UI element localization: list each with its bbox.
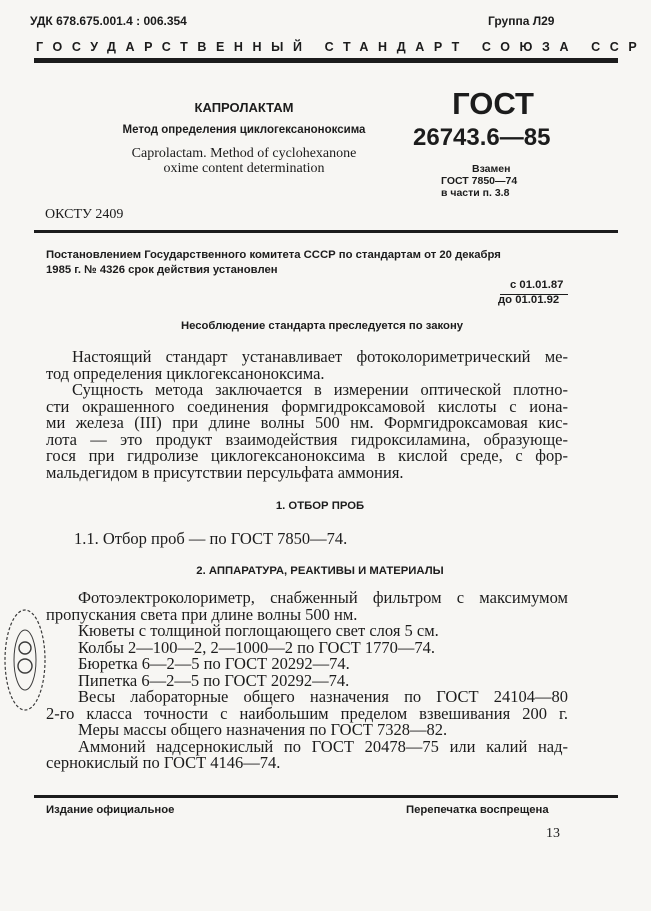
document-title: КАПРОЛАКТАМ: [194, 100, 294, 115]
apparatus-line: Весы лабораторные общего назначения по ГОСТ 24104—80: [78, 687, 568, 706]
official-edition: Издание официальное: [46, 804, 175, 816]
apparatus-line: Меры массы общего назначения по ГОСТ 7328—82.: [78, 720, 448, 739]
udk-code: УДК 678.675.001.4 : 006.354: [30, 14, 187, 28]
header-rule: [34, 58, 618, 63]
decree-line1: Постановлением Государственного комитета СССР по стандартам от 20 декабря: [46, 249, 501, 261]
english-title-line2: oxime content determination: [163, 161, 325, 176]
group-code: Группа Л29: [488, 14, 555, 28]
state-standard-banner: ГОСУДАРСТВЕННЫЙ СТАНДАРТ СОЮЗА ССР: [36, 40, 647, 54]
footer-rule: [34, 795, 618, 798]
replaces-label: Взамен: [472, 163, 511, 175]
sampling-item: 1.1. Отбор проб — по ГОСТ 7850—74.: [74, 529, 348, 548]
gost-label: ГОСТ: [452, 86, 534, 121]
decree-line2: 1985 г. № 4326 срок действия установлен: [46, 264, 278, 276]
apparatus-line: Колбы 2—100—2, 2—1000—2 по ГОСТ 1770—74.: [78, 638, 435, 657]
intro-line: Настоящий стандарт устанавливает фотоколориметрический ме-: [72, 347, 568, 366]
section-heading-apparatus: 2. АППАРАТУРА, РЕАКТИВЫ И МАТЕРИАЛЫ: [196, 565, 444, 577]
replaces-part: в части п. 3.8: [441, 187, 510, 199]
intro-line: сти окрашенного соединения формгидроксамовой кислоты с иона-: [46, 397, 568, 416]
intro-line: гося при гидролизе циклогексаноноксима в кислой среде, с фор-: [46, 446, 568, 465]
page-number: 13: [546, 826, 560, 841]
apparatus-line: 2-го класса точности с наибольшим пределом взвешивания 200 г.: [46, 704, 568, 723]
apparatus-line: Фотоэлектроколориметр, снабженный фильтром с максимумом: [78, 588, 568, 607]
apparatus-line: сернокислый по ГОСТ 4146—74.: [46, 753, 281, 772]
okstu-code: ОКСТУ 2409: [45, 207, 124, 222]
apparatus-line: Пипетка 6—2—5 по ГОСТ 20292—74.: [78, 671, 350, 690]
intro-line: тод определения циклогексаноноксима.: [46, 364, 325, 383]
intro-line: лота — это продукт взаимодействия гидроксиламина, образующе-: [46, 430, 568, 449]
title-rule: [34, 230, 618, 233]
apparatus-line: Бюретка 6—2—5 по ГОСТ 20292—74.: [78, 654, 350, 673]
intro-line: мальдегидом в присутствии персульфата аммония.: [46, 463, 404, 482]
intro-line: Сущность метода заключается в измерении оптической плотно-: [72, 380, 568, 399]
reprint-prohibited: Перепечатка воспрещена: [406, 804, 549, 816]
library-stamp-icon: [2, 606, 48, 714]
section-heading-sampling: 1. ОТБОР ПРОБ: [275, 500, 365, 512]
document-subtitle: Метод определения циклогексаноноксима: [122, 124, 366, 136]
compliance-warning: Несоблюдение стандарта преследуется по закону: [180, 320, 464, 332]
apparatus-line: Кюветы с толщиной поглощающего свет слоя 5 см.: [78, 621, 439, 640]
apparatus-line: пропускания света при длине волны 500 нм.: [46, 605, 358, 624]
replaces-gost: ГОСТ 7850—74: [441, 175, 518, 187]
apparatus-line: Аммоний надсернокислый по ГОСТ 20478—75 или калий над-: [78, 737, 568, 756]
effective-to: до 01.01.92: [498, 294, 560, 306]
gost-number: 26743.6—85: [413, 124, 551, 151]
english-title-line1: Caprolactam. Method of cyclohexanone: [131, 146, 357, 161]
intro-line: ми железа (III) при длине волны 500 нм. Формгидроксамовая кис-: [46, 413, 568, 432]
effective-from: с 01.01.87: [510, 279, 564, 291]
